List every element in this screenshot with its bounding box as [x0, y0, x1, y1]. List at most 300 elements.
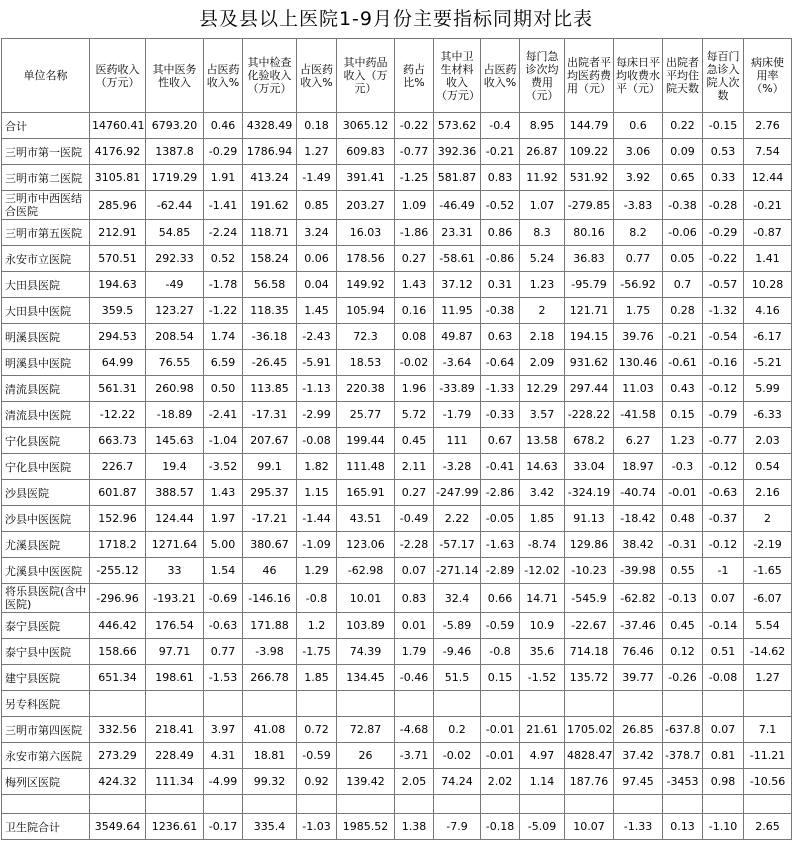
value-cell: -0.4 [481, 113, 520, 139]
value-cell: -228.22 [565, 402, 614, 428]
value-cell: 11.95 [434, 298, 481, 324]
unit-name-cell: 明溪县中医院 [2, 350, 90, 376]
value-cell: 21.61 [520, 717, 565, 743]
value-cell: 3.06 [614, 139, 663, 165]
value-cell: 14.63 [520, 454, 565, 480]
value-cell: 187.76 [565, 769, 614, 795]
value-cell: -1.86 [395, 220, 434, 246]
value-cell: 19.4 [146, 454, 204, 480]
value-cell: -2.99 [297, 402, 337, 428]
value-cell: -0.61 [663, 350, 703, 376]
value-cell: -12.22 [90, 402, 146, 428]
value-cell: 4328.49 [243, 113, 297, 139]
value-cell: 413.24 [243, 165, 297, 191]
value-cell: 6.59 [204, 350, 243, 376]
value-cell: -18.42 [614, 506, 663, 532]
value-cell: 123.27 [146, 298, 204, 324]
value-cell: -41.58 [614, 402, 663, 428]
value-cell: 123.06 [337, 532, 395, 558]
value-cell: -0.12 [703, 532, 744, 558]
table-row [2, 613, 792, 639]
value-cell: 0.22 [663, 113, 703, 139]
value-cell: 3549.64 [90, 814, 146, 840]
value-cell: 3.92 [614, 165, 663, 191]
value-cell: 3.57 [520, 402, 565, 428]
value-cell: 118.35 [243, 298, 297, 324]
value-cell: 391.41 [337, 165, 395, 191]
column-header: 出院者平均医药费用（元） [565, 39, 614, 113]
value-cell: 1.79 [395, 639, 434, 665]
value-cell: -255.12 [90, 558, 146, 584]
table-row [2, 428, 792, 454]
value-cell [243, 795, 297, 814]
value-cell: 97.45 [614, 769, 663, 795]
value-cell: 0.07 [703, 717, 744, 743]
value-cell: 714.18 [565, 639, 614, 665]
value-cell: 0.04 [297, 272, 337, 298]
value-cell: 26 [337, 743, 395, 769]
value-cell: 43.51 [337, 506, 395, 532]
value-cell: 1.43 [204, 480, 243, 506]
value-cell [481, 795, 520, 814]
value-cell: -296.96 [90, 584, 146, 613]
value-cell: 11.03 [614, 376, 663, 402]
value-cell: -0.57 [703, 272, 744, 298]
value-cell: -4.99 [204, 769, 243, 795]
table-row [2, 743, 792, 769]
unit-name-cell: 清流县中医院 [2, 402, 90, 428]
value-cell: 0.50 [204, 376, 243, 402]
value-cell: -0.02 [434, 743, 481, 769]
value-cell: 111 [434, 428, 481, 454]
value-cell: 212.91 [90, 220, 146, 246]
value-cell: 0.63 [481, 324, 520, 350]
value-cell: -1.79 [434, 402, 481, 428]
value-cell: -0.08 [297, 428, 337, 454]
value-cell: -0.13 [663, 584, 703, 613]
value-cell: -2.28 [395, 532, 434, 558]
value-cell: 38.42 [614, 532, 663, 558]
value-cell: -0.77 [395, 139, 434, 165]
value-cell: -0.16 [703, 350, 744, 376]
unit-name-cell: 三明市第四医院 [2, 717, 90, 743]
value-cell [614, 691, 663, 717]
table-row [2, 584, 792, 613]
value-cell: 3105.81 [90, 165, 146, 191]
value-cell: 8.95 [520, 113, 565, 139]
value-cell: -0.01 [663, 480, 703, 506]
value-cell: 1.07 [520, 191, 565, 220]
value-cell: 1.2 [297, 613, 337, 639]
value-cell: 0.09 [663, 139, 703, 165]
value-cell: 1.09 [395, 191, 434, 220]
value-cell: 103.89 [337, 613, 395, 639]
column-header: 其中卫生材料收入（万元） [434, 39, 481, 113]
value-cell: 1.85 [520, 506, 565, 532]
value-cell [204, 795, 243, 814]
table-row [2, 691, 792, 717]
value-cell: -5.09 [520, 814, 565, 840]
value-cell: 1387.8 [146, 139, 204, 165]
value-cell: 4828.47 [565, 743, 614, 769]
value-cell: 1271.64 [146, 532, 204, 558]
value-cell: 446.42 [90, 613, 146, 639]
value-cell: 158.66 [90, 639, 146, 665]
value-cell: 0.77 [614, 246, 663, 272]
value-cell: -0.01 [481, 743, 520, 769]
value-cell: -1.33 [481, 376, 520, 402]
value-cell: 5.99 [744, 376, 792, 402]
value-cell: -1.78 [204, 272, 243, 298]
value-cell: -1.33 [614, 814, 663, 840]
column-header: 其中医务性收入 [146, 39, 204, 113]
value-cell: 573.62 [434, 113, 481, 139]
table-row [2, 639, 792, 665]
value-cell: 581.87 [434, 165, 481, 191]
table-row [2, 350, 792, 376]
value-cell: -0.37 [703, 506, 744, 532]
value-cell: -8.74 [520, 532, 565, 558]
value-cell: 359.5 [90, 298, 146, 324]
value-cell: -271.14 [434, 558, 481, 584]
value-cell: 13.58 [520, 428, 565, 454]
value-cell [90, 691, 146, 717]
value-cell: 260.98 [146, 376, 204, 402]
value-cell [297, 795, 337, 814]
value-cell: 191.62 [243, 191, 297, 220]
value-cell: -1.25 [395, 165, 434, 191]
value-cell: 297.44 [565, 376, 614, 402]
value-cell: -1.03 [297, 814, 337, 840]
column-header: 单位名称 [2, 39, 90, 113]
value-cell: 51.5 [434, 665, 481, 691]
value-cell: 178.56 [337, 246, 395, 272]
value-cell: -0.17 [204, 814, 243, 840]
value-cell: 37.12 [434, 272, 481, 298]
value-cell: -0.31 [663, 532, 703, 558]
value-cell: 2 [520, 298, 565, 324]
value-cell: 4.16 [744, 298, 792, 324]
value-cell: -0.87 [744, 220, 792, 246]
table-row [2, 506, 792, 532]
value-cell: -0.64 [481, 350, 520, 376]
value-cell: 54.85 [146, 220, 204, 246]
value-cell: 32.4 [434, 584, 481, 613]
value-cell: 424.32 [90, 769, 146, 795]
value-cell: 105.94 [337, 298, 395, 324]
value-cell: 931.62 [565, 350, 614, 376]
value-cell: -0.38 [663, 191, 703, 220]
value-cell: 1.91 [204, 165, 243, 191]
value-cell [703, 795, 744, 814]
value-cell: -0.12 [703, 454, 744, 480]
value-cell: -1.13 [297, 376, 337, 402]
value-cell: -0.22 [703, 246, 744, 272]
value-cell: 1.14 [520, 769, 565, 795]
value-cell [395, 795, 434, 814]
value-cell: 135.72 [565, 665, 614, 691]
value-cell [663, 691, 703, 717]
value-cell: -637.8 [663, 717, 703, 743]
table-row [2, 480, 792, 506]
unit-name-cell: 另专科医院 [2, 691, 90, 717]
unit-name-cell: 沙县医院 [2, 480, 90, 506]
value-cell: 2.05 [395, 769, 434, 795]
value-cell: -1.49 [297, 165, 337, 191]
value-cell: 111.48 [337, 454, 395, 480]
value-cell: -10.56 [744, 769, 792, 795]
table-row [2, 246, 792, 272]
value-cell: -0.08 [703, 665, 744, 691]
value-cell: 124.44 [146, 506, 204, 532]
value-cell: 8.3 [520, 220, 565, 246]
value-cell: 111.34 [146, 769, 204, 795]
value-cell: 294.53 [90, 324, 146, 350]
value-cell: 1.85 [297, 665, 337, 691]
value-cell: -6.07 [744, 584, 792, 613]
value-cell: 74.24 [434, 769, 481, 795]
value-cell: 41.08 [243, 717, 297, 743]
unit-name-cell: 三明市第二医院 [2, 165, 90, 191]
table-row [2, 272, 792, 298]
value-cell: 1.97 [204, 506, 243, 532]
value-cell: 0.52 [204, 246, 243, 272]
value-cell [204, 691, 243, 717]
value-cell: -58.61 [434, 246, 481, 272]
value-cell: 0.13 [663, 814, 703, 840]
value-cell: 332.56 [90, 717, 146, 743]
value-cell [663, 795, 703, 814]
value-cell: 109.22 [565, 139, 614, 165]
value-cell: 0.15 [481, 665, 520, 691]
value-cell: -279.85 [565, 191, 614, 220]
value-cell: 194.63 [90, 272, 146, 298]
value-cell: -0.59 [297, 743, 337, 769]
value-cell [703, 691, 744, 717]
value-cell: -0.86 [481, 246, 520, 272]
value-cell: 1.75 [614, 298, 663, 324]
value-cell: -0.33 [481, 402, 520, 428]
value-cell: 4.31 [204, 743, 243, 769]
value-cell: 14.71 [520, 584, 565, 613]
value-cell: 220.38 [337, 376, 395, 402]
value-cell: 0.05 [663, 246, 703, 272]
value-cell: 76.55 [146, 350, 204, 376]
value-cell: -0.54 [703, 324, 744, 350]
value-cell: 4.97 [520, 743, 565, 769]
value-cell: -10.23 [565, 558, 614, 584]
value-cell: 1.29 [297, 558, 337, 584]
value-cell: 0.66 [481, 584, 520, 613]
column-header: 占医药收入% [297, 39, 337, 113]
value-cell: 2.02 [481, 769, 520, 795]
value-cell: -9.46 [434, 639, 481, 665]
value-cell: -2.89 [481, 558, 520, 584]
value-cell: 1.23 [663, 428, 703, 454]
value-cell: -0.01 [481, 717, 520, 743]
value-cell: 33 [146, 558, 204, 584]
unit-name-cell: 梅列区医院 [2, 769, 90, 795]
value-cell: 2.11 [395, 454, 434, 480]
value-cell: 0.15 [663, 402, 703, 428]
value-cell: -146.16 [243, 584, 297, 613]
value-cell: -0.77 [703, 428, 744, 454]
column-header: 每百门急诊入院人次数 [703, 39, 744, 113]
value-cell: 26.85 [614, 717, 663, 743]
value-cell: -36.18 [243, 324, 297, 350]
table-row [2, 769, 792, 795]
value-cell [434, 691, 481, 717]
value-cell: -0.18 [481, 814, 520, 840]
unit-name-cell: 卫生院合计 [2, 814, 90, 840]
value-cell: -3.52 [204, 454, 243, 480]
value-cell: -0.38 [481, 298, 520, 324]
value-cell: 208.54 [146, 324, 204, 350]
value-cell: 0.65 [663, 165, 703, 191]
value-cell: 561.31 [90, 376, 146, 402]
value-cell: -62.98 [337, 558, 395, 584]
value-cell: 0.7 [663, 272, 703, 298]
value-cell: 380.67 [243, 532, 297, 558]
value-cell: -0.26 [663, 665, 703, 691]
value-cell: 199.44 [337, 428, 395, 454]
value-cell: 0.2 [434, 717, 481, 743]
value-cell: 56.58 [243, 272, 297, 298]
value-cell: 3.42 [520, 480, 565, 506]
value-cell: 0.85 [297, 191, 337, 220]
value-cell: -1.65 [744, 558, 792, 584]
value-cell: -2.43 [297, 324, 337, 350]
value-cell: 129.86 [565, 532, 614, 558]
value-cell: 26.87 [520, 139, 565, 165]
value-cell: 1.38 [395, 814, 434, 840]
value-cell: 1.74 [204, 324, 243, 350]
value-cell: 10.01 [337, 584, 395, 613]
value-cell: 18.53 [337, 350, 395, 376]
value-cell: 5.54 [744, 613, 792, 639]
value-cell: -1.53 [204, 665, 243, 691]
unit-name-cell: 三明市第一医院 [2, 139, 90, 165]
value-cell: 113.85 [243, 376, 297, 402]
value-cell: 5.24 [520, 246, 565, 272]
value-cell: 2.16 [744, 480, 792, 506]
value-cell: -39.98 [614, 558, 663, 584]
value-cell: 46 [243, 558, 297, 584]
value-cell: 145.63 [146, 428, 204, 454]
value-cell: 16.03 [337, 220, 395, 246]
value-cell: 49.87 [434, 324, 481, 350]
value-cell: 0.53 [703, 139, 744, 165]
unit-name-cell: 合计 [2, 113, 90, 139]
value-cell: -3.98 [243, 639, 297, 665]
value-cell: 663.73 [90, 428, 146, 454]
value-cell: 0.33 [703, 165, 744, 191]
value-cell: 0.08 [395, 324, 434, 350]
unit-name-cell: 三明市中西医结合医院 [2, 191, 90, 220]
table-row [2, 558, 792, 584]
value-cell: 1.41 [744, 246, 792, 272]
value-cell: -3.83 [614, 191, 663, 220]
value-cell: 0.43 [663, 376, 703, 402]
unit-name-cell: 宁化县中医院 [2, 454, 90, 480]
value-cell: 198.61 [146, 665, 204, 691]
value-cell: 5.72 [395, 402, 434, 428]
value-cell: -3.28 [434, 454, 481, 480]
value-cell: -26.45 [243, 350, 297, 376]
value-cell: -0.49 [395, 506, 434, 532]
value-cell: -0.8 [481, 639, 520, 665]
value-cell: 165.91 [337, 480, 395, 506]
value-cell: 0.01 [395, 613, 434, 639]
value-cell: 0.77 [204, 639, 243, 665]
value-cell: -1.41 [204, 191, 243, 220]
value-cell: -0.21 [481, 139, 520, 165]
value-cell: 1.23 [520, 272, 565, 298]
value-cell: -0.29 [204, 139, 243, 165]
value-cell: -1 [703, 558, 744, 584]
value-cell: 2 [744, 506, 792, 532]
value-cell: -3.64 [434, 350, 481, 376]
report-title: 县及县以上医院1-9月份主要指标同期对比表 [198, 8, 594, 30]
value-cell: 228.49 [146, 743, 204, 769]
value-cell: -0.41 [481, 454, 520, 480]
table-row [2, 139, 792, 165]
value-cell: -0.69 [204, 584, 243, 613]
unit-name-cell: 建宁县医院 [2, 665, 90, 691]
value-cell: 1.45 [297, 298, 337, 324]
value-cell: 171.88 [243, 613, 297, 639]
value-cell: -545.9 [565, 584, 614, 613]
value-cell: -0.12 [703, 376, 744, 402]
value-cell: 0.07 [703, 584, 744, 613]
value-cell: 0.83 [395, 584, 434, 613]
value-cell: 10.07 [565, 814, 614, 840]
value-cell: 36.83 [565, 246, 614, 272]
value-cell: 23.31 [434, 220, 481, 246]
column-header: 每床日平均收费水平（元） [614, 39, 663, 113]
value-cell: -2.24 [204, 220, 243, 246]
value-cell: -5.89 [434, 613, 481, 639]
value-cell: 118.71 [243, 220, 297, 246]
value-cell: 273.29 [90, 743, 146, 769]
value-cell: 2.09 [520, 350, 565, 376]
table-row [2, 665, 792, 691]
value-cell: 25.77 [337, 402, 395, 428]
value-cell: 0.51 [703, 639, 744, 665]
value-cell [297, 691, 337, 717]
value-cell [434, 795, 481, 814]
value-cell: 139.42 [337, 769, 395, 795]
value-cell: 0.98 [703, 769, 744, 795]
value-cell: 80.16 [565, 220, 614, 246]
value-cell: 72.87 [337, 717, 395, 743]
value-cell [146, 795, 204, 814]
value-cell: -6.17 [744, 324, 792, 350]
value-cell: 0.06 [297, 246, 337, 272]
unit-name-cell: 永安市立医院 [2, 246, 90, 272]
value-cell: 1.27 [297, 139, 337, 165]
value-cell: 0.31 [481, 272, 520, 298]
unit-name-cell: 宁化县医院 [2, 428, 90, 454]
value-cell [744, 795, 792, 814]
value-cell: -0.8 [297, 584, 337, 613]
value-cell: 218.41 [146, 717, 204, 743]
value-cell: 1.82 [297, 454, 337, 480]
value-cell: -0.3 [663, 454, 703, 480]
value-cell: 0.81 [703, 743, 744, 769]
value-cell: -6.33 [744, 402, 792, 428]
column-header: 药占比% [395, 39, 434, 113]
